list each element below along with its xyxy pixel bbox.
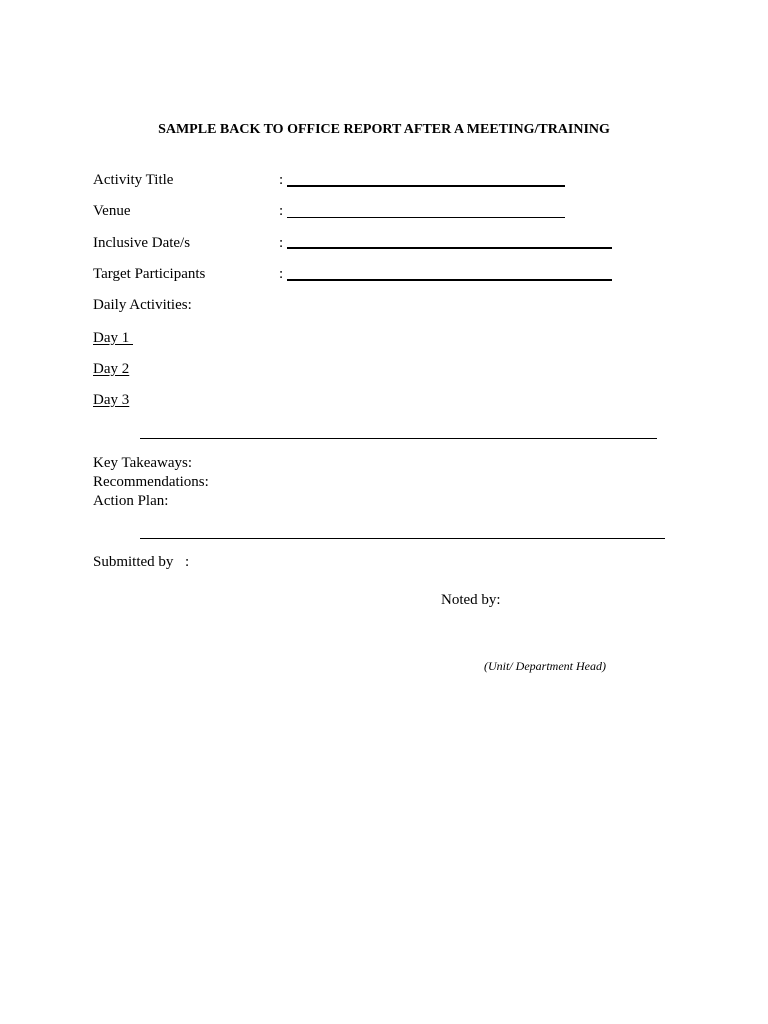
activity-title-blank-line	[287, 185, 565, 187]
noted-by-label: Noted by:	[441, 592, 501, 608]
target-participants-colon: :	[279, 266, 284, 282]
target-participants-label: Target Participants	[93, 266, 206, 282]
recommendations-label: Recommendations:	[93, 474, 209, 490]
day-2-label: Day 2	[93, 361, 130, 377]
inclusive-dates-colon: :	[279, 235, 284, 251]
submitted-by-label: Submitted by	[93, 554, 174, 570]
activity-title-colon: :	[279, 172, 284, 188]
target-participants-blank-line	[287, 279, 612, 281]
day-3-label: Day 3	[93, 392, 130, 408]
document-title: SAMPLE BACK TO OFFICE REPORT AFTER A MEETING/TRAINING	[158, 122, 610, 137]
action-plan-divider-line	[140, 538, 665, 539]
venue-colon: :	[279, 203, 284, 219]
venue-blank-line	[287, 217, 565, 218]
inclusive-dates-label: Inclusive Date/s	[93, 235, 191, 251]
day-1-label: Day 1	[93, 330, 133, 346]
action-plan-label: Action Plan:	[93, 493, 169, 509]
inclusive-dates-blank-line	[287, 247, 612, 249]
submitted-by-colon: :	[185, 554, 190, 570]
section-divider-line	[140, 438, 657, 439]
unit-department-head-caption: (Unit/ Department Head)	[484, 659, 606, 673]
key-takeaways-label: Key Takeaways:	[93, 455, 193, 471]
venue-label: Venue	[93, 203, 131, 219]
daily-activities-label: Daily Activities:	[93, 297, 192, 313]
activity-title-label: Activity Title	[93, 172, 174, 188]
